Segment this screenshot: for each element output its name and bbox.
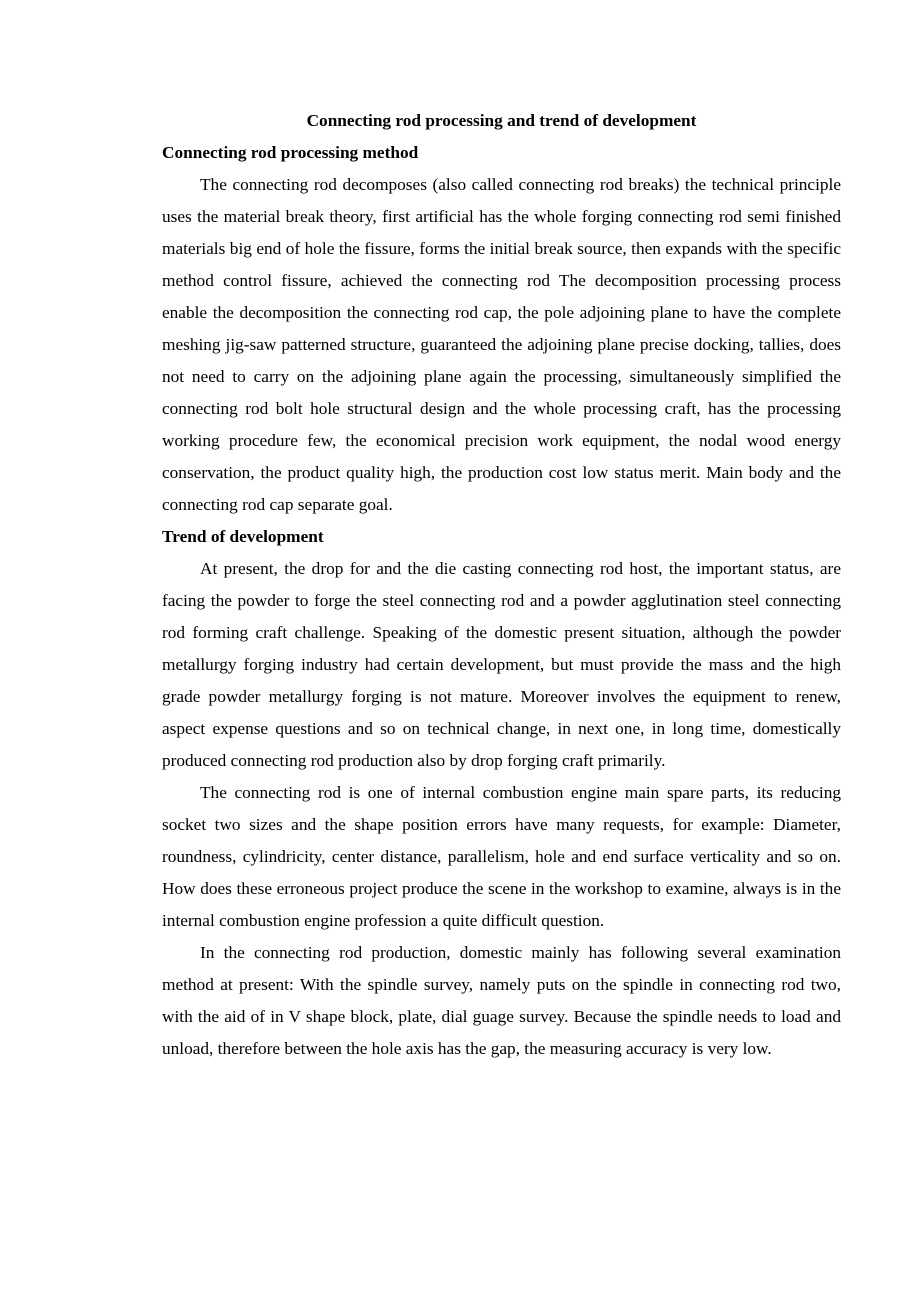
document-page bbox=[162, 105, 841, 1065]
paragraph: The connecting rod decomposes (also called connecting rod breaks) the technical principle uses the material break theory, first artificial has the whole forging connecting rod semi finished materials big end of hole the fissure, forms the initial break source, then expands with the specific method control fissure, achieved the connecting rod The decomposition processing process enable the decomposition the connecting rod cap, the pole adjoining plane to have the complete meshing jig-saw patterned structure, guaranteed the adjoining plane precise docking, tallies, does not need to carry on the adjoining plane again the processing, simultaneously simplified the connecting rod bolt hole structural design and the whole processing craft, has the processing working procedure few, the economical precision work equipment, the nodal wood energy conservation, the product quality high, the production cost low status merit. Main body and the connecting rod cap separate goal. bbox=[162, 175, 841, 514]
section-heading-trend-of-development: Trend of development bbox=[162, 527, 324, 546]
section-heading-processing-method: Connecting rod processing method bbox=[162, 143, 419, 162]
paragraph: At present, the drop for and the die casting connecting rod host, the important status, are facing the powder to forge the steel connecting rod and a powder agglutination steel connecting rod forming craft challenge. Speaking of the domestic present situation, although the powder metallurgy forging industry had certain development, but must provide the mass and the high grade powder metallurgy forging is not mature. Moreover involves the equipment to renew, aspect expense questions and so on technical change, in next one, in long time, domestically produced connecting rod production also by drop forging craft primarily. bbox=[162, 559, 841, 770]
document-title: Connecting rod processing and trend of development bbox=[306, 111, 697, 130]
paragraph: In the connecting rod production, domestic mainly has following several examination method at present: With the spindle survey, namely puts on the spindle in connecting rod two, with the aid of in V shape block, plate, dial guage survey. Because the spindle needs to load and unload, therefore between the hole axis has the gap, the measuring accuracy is very low. bbox=[162, 943, 841, 1058]
paragraph: The connecting rod is one of internal combustion engine main spare parts, its reducing socket two sizes and the shape position errors have many requests, for example: Diameter, roundness, cylindricity, center distance, parallelism, hole and end surface verticality and so on. How does these erroneous project produce the scene in the workshop to examine, always is in the internal combustion engine profession a quite difficult question. bbox=[162, 783, 841, 930]
